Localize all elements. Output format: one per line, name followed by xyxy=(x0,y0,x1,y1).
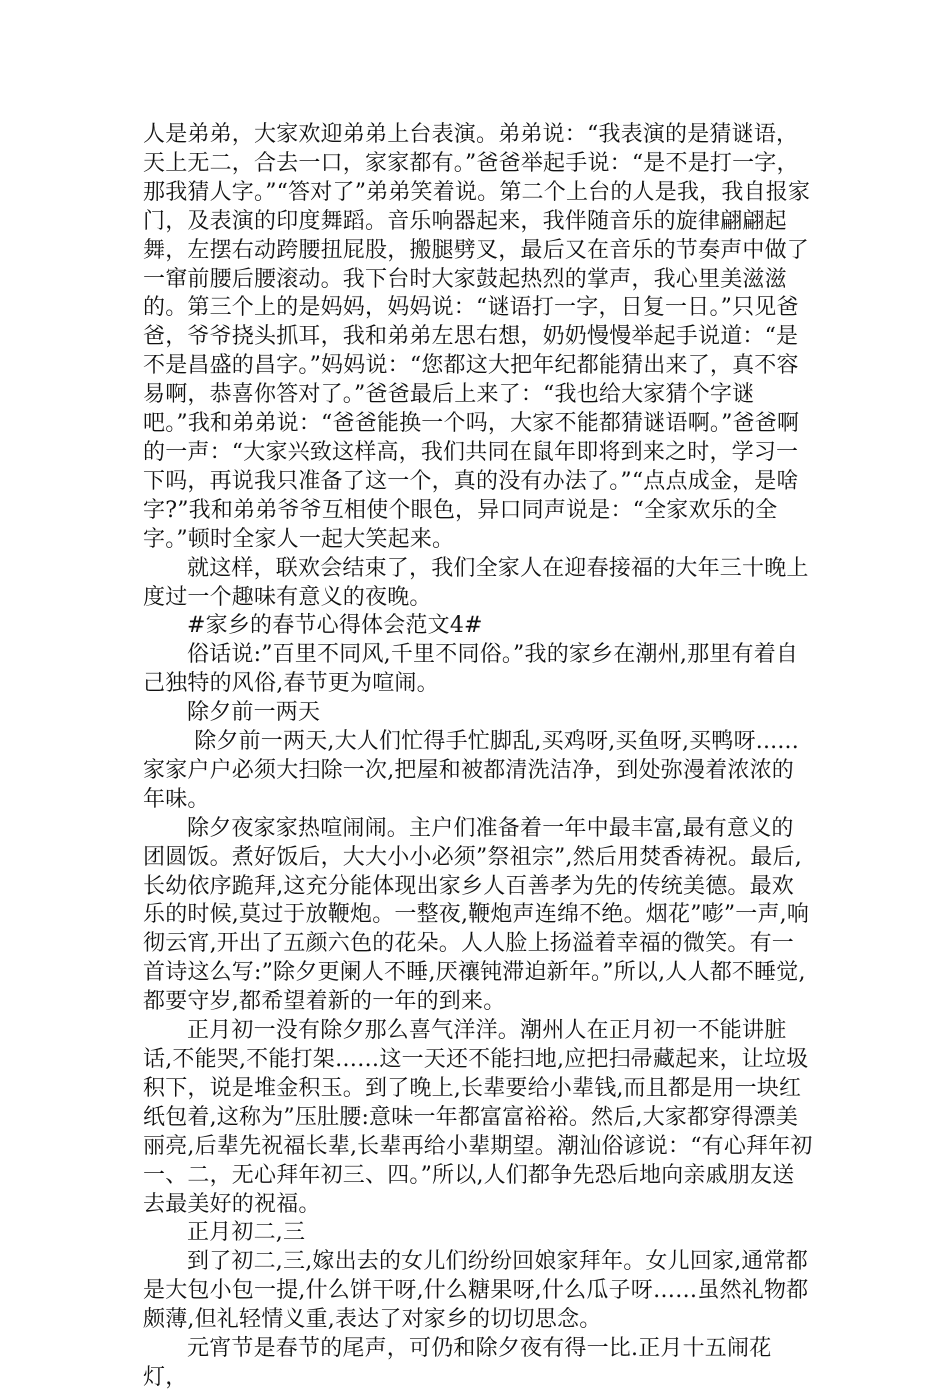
paragraph-proverb: 俗话说:”百里不同风,千里不同俗。”我的家乡在潮州,那里有着自己独特的风俗,春节更为喧闹。 xyxy=(143,642,799,697)
document-body xyxy=(143,121,813,1393)
paragraph-riddle-show: 人是弟弟，大家欢迎弟弟上台表演。弟弟说：“我表演的是猜谜语，天上无二，合去一口，家家都有。”爸爸举起手说：“是不是打一字，那我猜人字。”“答对了”弟弟笑着说。第二个上台的人是我，我自报家门，及表演的印度舞蹈。音乐响器起来，我伴随音乐的旋律翩翩起舞，左摆右动跨腰扭屁股，搬腿劈叉，最后又在音乐的节奏声中做了一窜前腰后腰滚动。我下台时大家鼓起热烈的掌声，我心里美滋滋的。第三个上的是妈妈，妈妈说：“谜语打一字，日复一日。”只见爸爸，爷爷挠头抓耳，我和弟弟左思右想，奶奶慢慢举起手说道：“是不是昌盛的昌字。”妈妈说：“您都这大把年纪都能猜出来了，真不容易啊，恭喜你答对了。”爸爸最后上来了：“我也给大家猜个字谜吧。”我和弟弟说：“爸爸能换一个吗，大家不能都猜谜语啊。”爸爸啊的一声：“大家兴致这样高，我们共同在鼠年即将到来之时，学习一下吗，再说我只准备了这一个，真的没有办法了。”“点点成金，是啥字?”我和弟弟爷爷互相使个眼色，异口同声说是：“全家欢乐的全字。”顿时全家人一起大笑起来。 xyxy=(143,122,811,552)
paragraph-party-end: 就这样，联欢会结束了，我们全家人在迎春接福的大年三十晚上度过一个趣味有意义的夜晚。 xyxy=(143,555,809,610)
subheading-second-third-day: 正月初二,三 xyxy=(187,1220,306,1246)
paragraph-daughters-return: 到了初二,三,嫁出去的女儿们纷纷回娘家拜年。女儿回家,通常都是大包小包一提,什么饼干呀,什么糖果呀,什么瓜子呀……虽然礼物都颇薄,但礼轻情义重,表达了对家乡的切切思念。 xyxy=(143,1249,809,1333)
paragraph-cleaning: 除夕前一两天,大人们忙得手忙脚乱,买鸡呀,买鱼呀,买鸭呀......家家户户必须大扫除一次,把屋和被都清洗洁净，到处弥漫着浓浓的年味。 xyxy=(143,729,799,812)
paragraph-first-day: 正月初一没有除夕那么喜气洋洋。潮州人在正月初一不能讲脏话,不能哭,不能打架……这一天还不能扫地,应把扫帚藏起来，让垃圾积下，说是堆金积玉。到了晚上,长辈要给小辈钱,而且都是用一块红纸包着,这称为”压肚腰:意味一年都富富裕裕。然后,大家都穿得漂美丽亮,后辈先祝福长辈,长辈再给小辈期望。潮汕俗谚说：“有心拜年初一、二，无心拜年初三、四。”所以,人们都争先恐后地向亲戚朋友送去最美好的祝福。 xyxy=(143,1018,813,1217)
subheading-before-eve: 除夕前一两天 xyxy=(187,700,321,726)
section-heading: #家乡的春节心得体会范文4# xyxy=(187,613,483,639)
paragraph-lantern-festival: 元宵节是春节的尾声，可仍和除夕夜有得一比.正月十五闹花灯， xyxy=(143,1336,772,1390)
paragraph-new-years-eve: 除夕夜家家热喧闹闹。主户们准备着一年中最丰富,最有意义的团圆饭。煮好饭后，大大小小必须”祭祖宗”,然后用焚香祷祝。最后,长幼依序跪拜,这充分能体现出家乡人百善孝为先的传统美德。最欢乐的时候,莫过于放鞭炮。一整夜,鞭炮声连绵不绝。烟花”嘭”一声,响彻云宵,开出了五颜六色的花朵。人人脸上扬溢着幸福的微笑。有一首诗这么写:”除夕更阑人不睡,厌禳钝滞迫新年。”所以,人人都不睡觉,都要守岁,都希望着新的一年的到来。 xyxy=(143,815,810,1015)
